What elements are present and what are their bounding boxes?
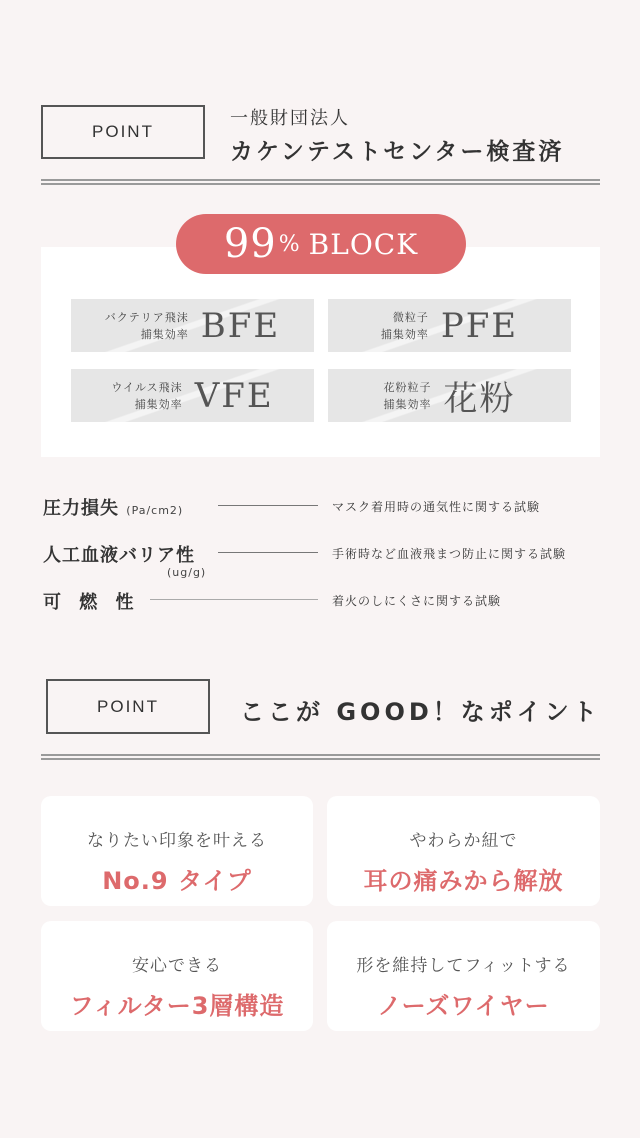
block-rate-pill <box>176 214 466 274</box>
tile-label-line2: 捕集効率 <box>383 397 432 411</box>
tile-label <box>105 309 189 343</box>
test-connector-line <box>218 552 318 553</box>
certifier-org: 一般財団法人 <box>230 108 350 129</box>
tile-label-line1: 花粉粒子 <box>383 380 432 394</box>
certifier-name: カケンテストセンター検査済 <box>230 139 565 165</box>
tile-code: 花粉 <box>443 379 516 419</box>
point-badge: POINT <box>46 679 210 734</box>
card-title: フィルター3層構造 <box>69 992 285 1020</box>
filter-tile-vfe <box>71 369 314 422</box>
tile-code: PFE <box>440 305 519 346</box>
card-subtitle: 形を維持してフィットする <box>356 956 571 976</box>
tile-label-line2: 捕集効率 <box>380 327 429 341</box>
tile-label-line2: 捕集効率 <box>140 327 189 341</box>
test-name-text: 可 燃 性 <box>43 592 140 613</box>
good-points-title: ここが GOOD！なポイント <box>240 698 601 726</box>
test-name-text: 圧力損失 <box>43 498 119 519</box>
card-subtitle: 安心できる <box>132 956 222 976</box>
card-subtitle: やわらか紐で <box>409 831 518 851</box>
tile-label-line1: バクテリア飛沫 <box>104 310 189 324</box>
test-connector-line <box>150 599 318 600</box>
card-subtitle: なりたい印象を叶える <box>87 831 267 851</box>
test-unit: (ug/g) <box>167 566 207 579</box>
filter-tile-bfe <box>71 299 314 352</box>
block-panel <box>41 247 600 457</box>
tile-label-line1: ウイルス飛沫 <box>111 380 183 394</box>
tile-label-line1: 微粒子 <box>392 310 429 324</box>
feature-card <box>41 796 313 906</box>
tile-label <box>111 379 182 413</box>
tile-label <box>381 309 429 343</box>
block-percent-sign: % <box>278 231 301 257</box>
point-badge: POINT <box>41 105 205 159</box>
tile-label-line2: 捕集効率 <box>134 397 183 411</box>
test-name-text: 人工血液バリア性 <box>43 545 195 566</box>
tile-code: VFE <box>194 375 274 416</box>
test-unit: (Pa/cm2) <box>126 504 184 517</box>
card-title: No.9 タイプ <box>102 867 252 895</box>
test-description: 着火のしにくさに関する試験 <box>332 594 502 608</box>
test-name-blood-barrier <box>43 541 195 567</box>
card-title: ノーズワイヤー <box>377 992 550 1020</box>
section-divider <box>41 754 600 760</box>
block-percent-value: 99 <box>223 221 277 267</box>
test-name-flammability <box>43 588 140 614</box>
section-divider <box>41 179 600 185</box>
filter-tile-pollen <box>328 369 571 422</box>
tile-label <box>384 379 432 413</box>
test-description: 手術時など血液飛まつ防止に関する試験 <box>332 547 567 561</box>
feature-card <box>327 796 600 906</box>
tile-code: BFE <box>200 305 281 346</box>
test-connector-line <box>218 505 318 506</box>
test-name-pressure <box>43 494 183 520</box>
block-word: BLOCK <box>308 227 419 261</box>
feature-card <box>327 921 600 1031</box>
test-description: マスク着用時の通気性に関する試験 <box>332 500 541 514</box>
card-title: 耳の痛みから解放 <box>363 867 564 895</box>
filter-tile-pfe <box>328 299 571 352</box>
feature-card <box>41 921 313 1031</box>
